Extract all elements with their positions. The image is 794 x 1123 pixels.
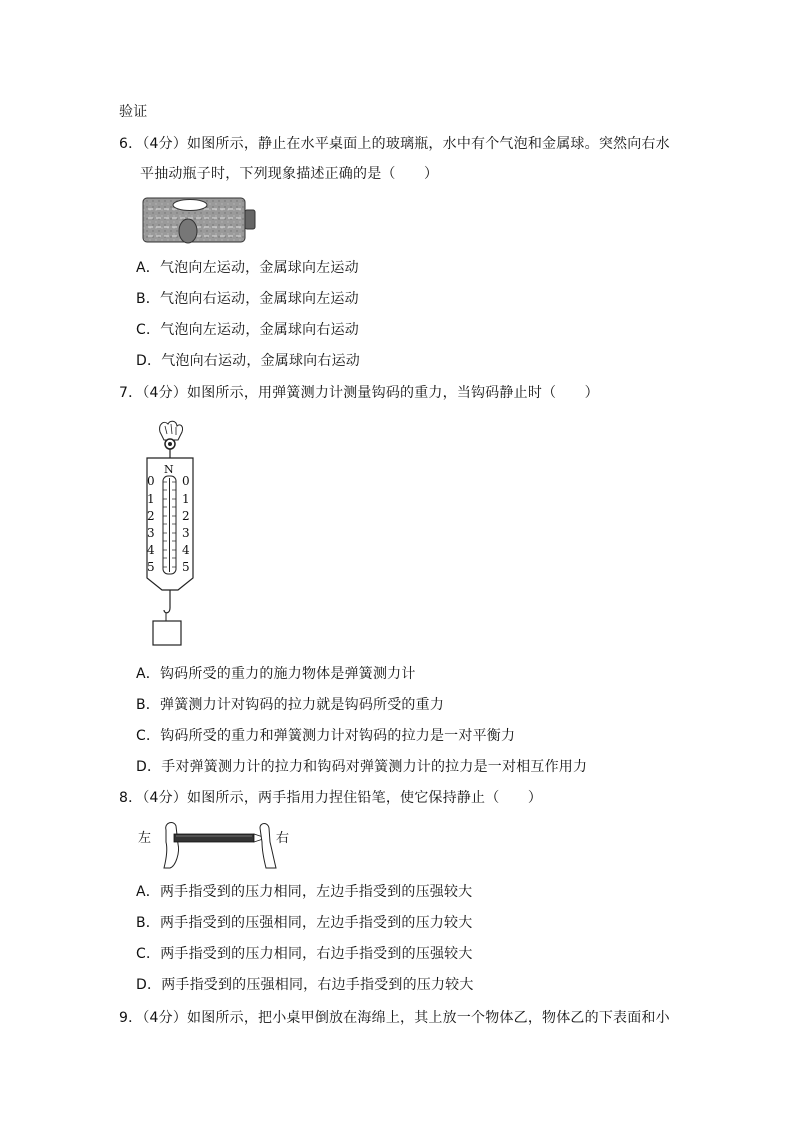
option-d: D．两手指受到的压强相同，右边手指受到的压力较大: [136, 977, 474, 993]
scale-left-5: 5: [147, 560, 155, 574]
scale-left-0: 0: [147, 474, 155, 488]
metal-ball: [179, 219, 197, 243]
unit-label: N: [164, 463, 174, 476]
bottle-figure: [140, 194, 260, 246]
option-b: B．两手指受到的压强相同，左边手指受到的压力较大: [136, 915, 473, 931]
question-score: （4分）: [142, 385, 188, 401]
option-b: B．弹簧测力计对钩码的拉力就是钩码所受的重力: [136, 697, 445, 713]
option-a: A．气泡向左运动，金属球向左运动: [136, 260, 359, 276]
scale-hook: [164, 608, 170, 613]
question-text: 如图所示，用弹簧测力计测量钩码的重力，当钩码静止时（ ）: [187, 385, 599, 401]
option-b: B．气泡向右运动，金属球向左运动: [136, 291, 359, 307]
question-text: 如图所示，两手指用力捏住铅笔，使它保持静止（ ）: [187, 790, 543, 806]
scale-left-1: 1: [147, 492, 155, 506]
option-d: D．手对弹簧测力计的拉力和钩码对弹簧测力计的拉力是一对相互作用力: [136, 759, 588, 775]
question-text: 如图所示，把小桌甲倒放在海绵上，其上放一个物体乙，物体乙的下表面和小: [187, 1010, 670, 1026]
scale-left-2: 2: [147, 509, 155, 523]
pencil-figure: [136, 820, 296, 870]
left-label: 左: [138, 831, 152, 846]
question-text: 如图所示，静止在水平桌面上的玻璃瓶，水中有个气泡和金属球。突然向右水: [187, 136, 670, 152]
scale-right-4: 4: [182, 543, 190, 557]
question-score: （4分）: [142, 1010, 188, 1026]
scale-left-4: 4: [147, 543, 155, 557]
page-fragment-text: 验证: [119, 104, 148, 120]
scale-right-3: 3: [182, 526, 190, 540]
option-d: D．气泡向右运动，金属球向右运动: [136, 353, 360, 369]
right-label: 右: [276, 831, 290, 846]
question-number: 9．: [119, 1010, 143, 1026]
bottle-neck: [245, 210, 255, 229]
question-number: 8．: [119, 790, 143, 806]
air-bubble: [173, 200, 207, 211]
scale-right-1: 1: [182, 492, 190, 506]
question-number: 7．: [119, 385, 143, 401]
question-6-stem-continued: 平抽动瓶子时，下列现象描述正确的是（ ）: [140, 166, 439, 182]
spring-scale-figure: [138, 418, 204, 648]
scale-right-0: 0: [182, 474, 190, 488]
pencil-body: [174, 834, 254, 842]
scale-right-5: 5: [182, 560, 190, 574]
option-a: A．两手指受到的压力相同，左边手指受到的压强较大: [136, 884, 473, 900]
question-7-stem: [119, 383, 599, 403]
option-c: C．钩码所受的重力和弹簧测力计对钩码的拉力是一对平衡力: [136, 728, 516, 744]
option-c: C．气泡向左运动，金属球向右运动: [136, 322, 359, 338]
question-8-stem: [119, 788, 542, 808]
option-c: C．两手指受到的压力相同，右边手指受到的压强较大: [136, 946, 473, 962]
left-finger: [164, 823, 179, 868]
hook-weight: [153, 621, 181, 645]
question-score: （4分）: [142, 790, 188, 806]
scale-left-3: 3: [147, 526, 155, 540]
question-6-stem: [119, 134, 670, 154]
question-9-stem: [119, 1008, 670, 1028]
right-finger: [260, 824, 276, 869]
option-a: A．钩码所受的重力的施力物体是弹簧测力计: [136, 666, 416, 682]
scale-right-2: 2: [182, 509, 190, 523]
question-score: （4分）: [142, 136, 188, 152]
question-number: 6．: [119, 136, 143, 152]
